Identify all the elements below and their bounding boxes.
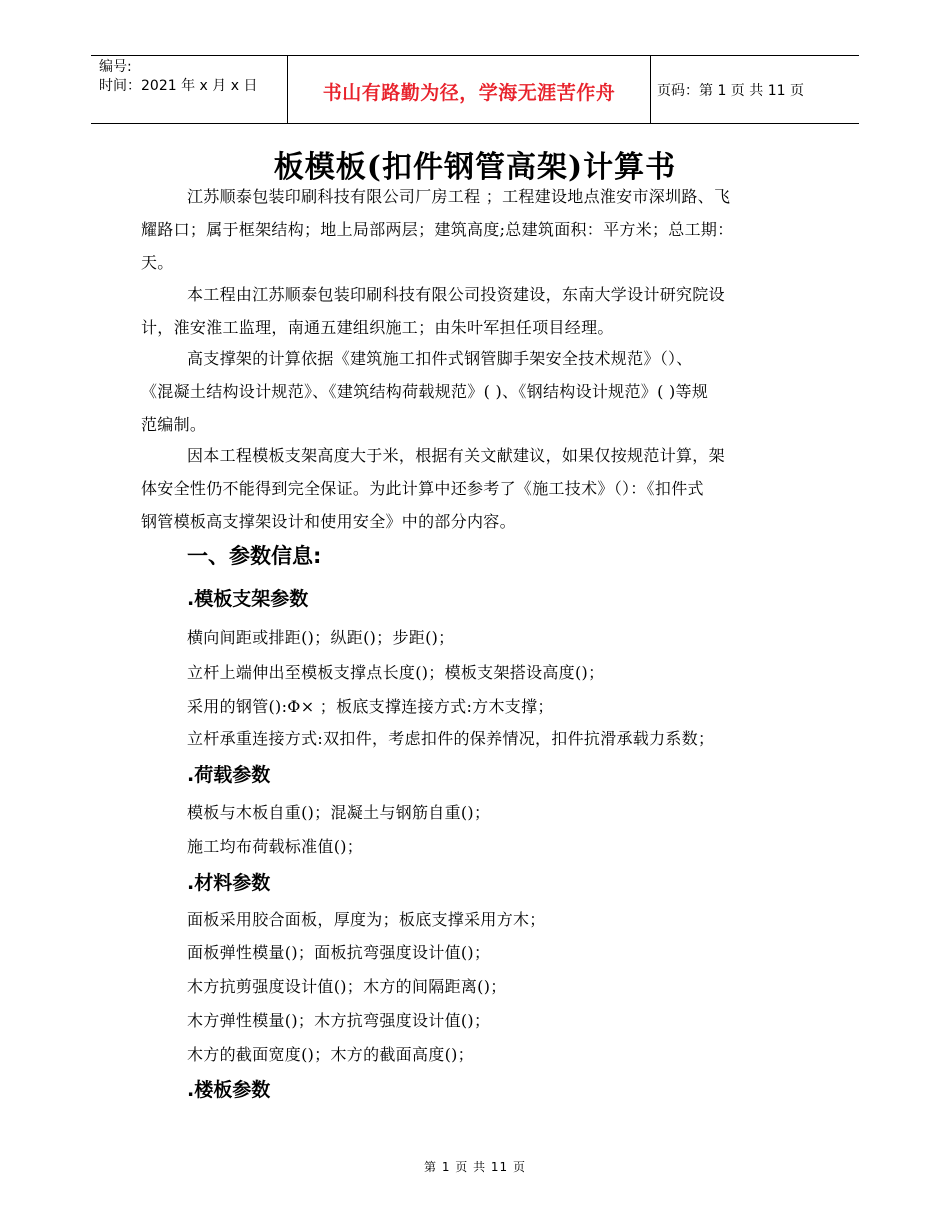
subsection-heading-load: .荷载参数: [187, 764, 271, 786]
intro-paragraph-4: [141, 439, 811, 538]
paragraph-line: 范编制。: [141, 415, 207, 434]
parameter-line: 施工均布荷载标准值()；: [187, 837, 364, 856]
paragraph-line: 《混凝土结构设计规范》、《建筑结构荷载规范》( )、《钢结构设计规范》( )等规: [141, 382, 709, 401]
parameter-line: 木方抗剪强度设计值()；木方的间隔距离()；: [187, 977, 507, 996]
document-number-label: 编号:: [99, 59, 132, 75]
subsection-heading-slab: .楼板参数: [187, 1079, 271, 1101]
header-meta: [99, 56, 287, 123]
parameter-line: 面板采用胶合面板，厚度为；板底支撑采用方木；: [187, 910, 546, 929]
subsection-heading-material: .材料参数: [187, 872, 271, 894]
page-footer: 第 1 页 共 11 页: [424, 1160, 526, 1174]
paragraph-line: 本工程由江苏顺泰包装印刷科技有限公司投资建设，东南大学设计研究院设: [187, 285, 725, 304]
document-time-label: 时间：2021 年 x 月 x 日: [99, 78, 258, 94]
subsection-heading-formwork-support: .模板支架参数: [187, 588, 309, 610]
header-page-number: 页码：第 1 页 共 11 页: [657, 83, 804, 99]
intro-paragraph-2: [141, 278, 811, 344]
paragraph-line: 耀路口；属于框架结构；地上局部两层；建筑高度;总建筑面积：平方米；总工期：: [141, 220, 734, 239]
document-title: 板模板(扣件钢管高架)计算书: [273, 150, 677, 185]
paragraph-line: 高支撑架的计算依据《建筑施工扣件式钢管脚手架安全技术规范》（）、: [187, 349, 693, 368]
intro-paragraph-1: [141, 180, 811, 279]
parameter-line: 采用的钢管():Φ× ；板底支撑连接方式:方木支撑；: [187, 697, 554, 716]
parameter-line: 横向间距或排距()；纵距()；步距()；: [187, 628, 455, 647]
parameter-line: 面板弹性模量()；面板抗弯强度设计值()；: [187, 943, 491, 962]
paragraph-line: 江苏顺泰包装印刷科技有限公司厂房工程 ；工程建设地点淮安市深圳路、飞: [187, 187, 731, 206]
parameter-line: 模板与木板自重()；混凝土与钢筋自重()；: [187, 803, 491, 822]
header-motto-cell: [287, 56, 651, 123]
section-heading-parameters: 一、参数信息:: [187, 544, 322, 568]
intro-paragraph-3: [141, 342, 811, 441]
paragraph-line: 钢管模板高支撑架设计和使用安全》中的部分内容。: [141, 512, 516, 531]
parameter-line: 立杆上端伸出至模板支撑点长度()；模板支架搭设高度()；: [187, 663, 605, 682]
paragraph-line: 体安全性仍不能得到完全保证。为此计算中还参考了《施工技术》（）：《扣件式: [141, 479, 704, 498]
paragraph-line: 计，淮安淮工监理，南通五建组织施工；由朱叶军担任项目经理。: [141, 318, 614, 337]
parameter-line: 木方的截面宽度()；木方的截面高度()；: [187, 1045, 474, 1064]
header-motto: 书山有路勤为径，学海无涯苦作舟: [322, 82, 616, 104]
parameter-line: 立杆承重连接方式:双扣件，考虑扣件的保养情况，扣件抗滑承载力系数；: [187, 729, 715, 748]
paragraph-line: 因本工程模板支架高度大于米，根据有关文献建议，如果仅按规范计算，架: [187, 446, 725, 465]
page-header: [91, 55, 859, 124]
paragraph-line: 天。: [141, 253, 174, 272]
parameter-line: 木方弹性模量()；木方抗弯强度设计值()；: [187, 1011, 491, 1030]
